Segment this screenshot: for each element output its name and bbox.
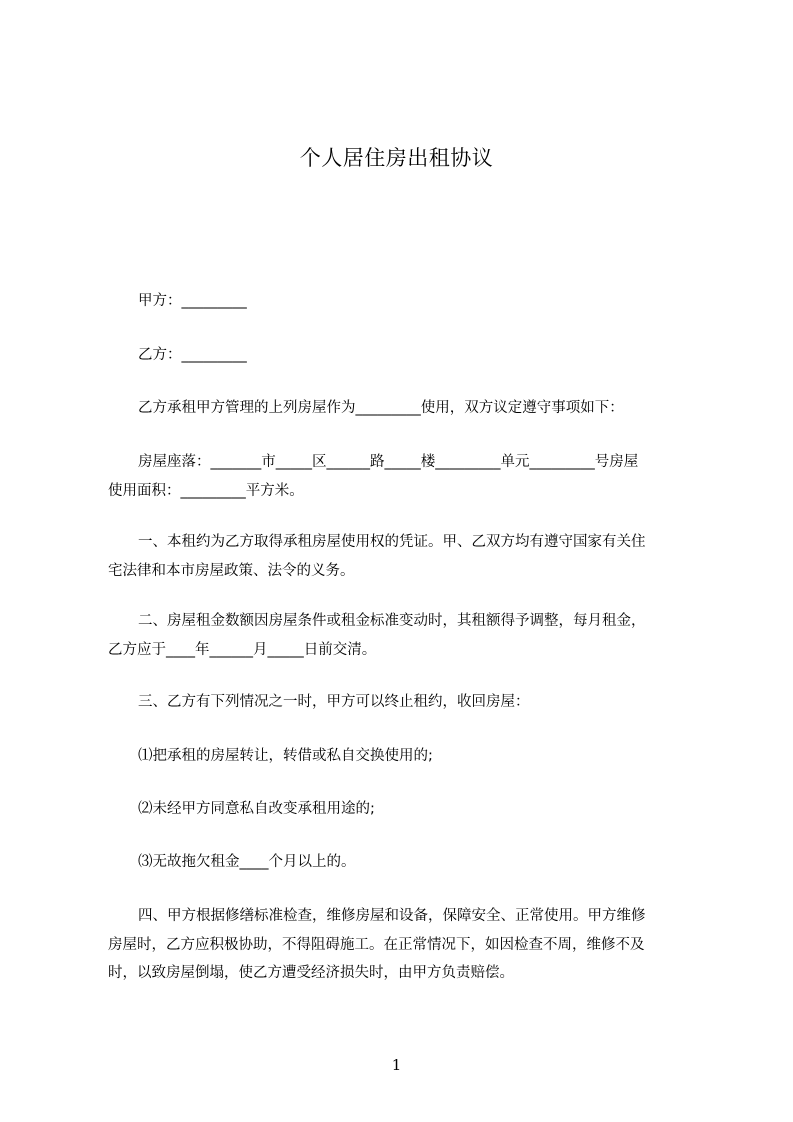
clause-1-line-2: 宅法律和本市房屋政策、法令的义务。 <box>108 563 355 579</box>
clause-3-item-1: ⑴把承租的房屋转让，转借或私自交换使用的; <box>138 748 433 764</box>
party-a-line: 甲方：_________ <box>138 293 247 309</box>
clause-4-line-3: 时，以致房屋倒塌，使乙方遭受经济损失时，由甲方负责赔偿。 <box>108 965 514 981</box>
clause-3-item-3: ⑶无故拖欠租金____个月以上的。 <box>138 854 356 870</box>
location-line-2: 使用面积：_________平方米。 <box>108 483 304 499</box>
page-number: 1 <box>391 1056 402 1074</box>
clause-1-line-1: 一、本租约为乙方取得承租房屋使用权的凭证。甲、乙双方均有遵守国家有关住 <box>138 534 646 550</box>
document-title: 个人居住房出租协议 <box>299 146 494 170</box>
party-b-line: 乙方：_________ <box>138 347 247 363</box>
location-line-1: 房屋座落：_______市_____区______路_____楼_________单元_________号房屋 <box>138 454 639 470</box>
clause-2-line-2: 乙方应于____年______月_____日前交清。 <box>108 642 377 658</box>
clause-3-item-2: ⑵未经甲方同意私自改变承租用途的; <box>138 801 375 817</box>
clause-4-line-2: 房屋时，乙方应积极协助，不得阻碍施工。在正常情况下，如因检查不周，维修不及 <box>108 937 645 953</box>
intro-paragraph: 乙方承租甲方管理的上列房屋作为_________使用，双方议定遵守事项如下： <box>138 400 624 416</box>
clause-2-line-1: 二、房屋租金数额因房屋条件或租金标准变动时，其租额得予调整，每月租金， <box>138 613 646 629</box>
clause-3-heading: 三、乙方有下列情况之一时，甲方可以终止租约，收回房屋： <box>138 694 530 710</box>
clause-4-line-1: 四、甲方根据修缮标准检查，维修房屋和设备，保障安全、正常使用。甲方维修 <box>138 908 646 924</box>
